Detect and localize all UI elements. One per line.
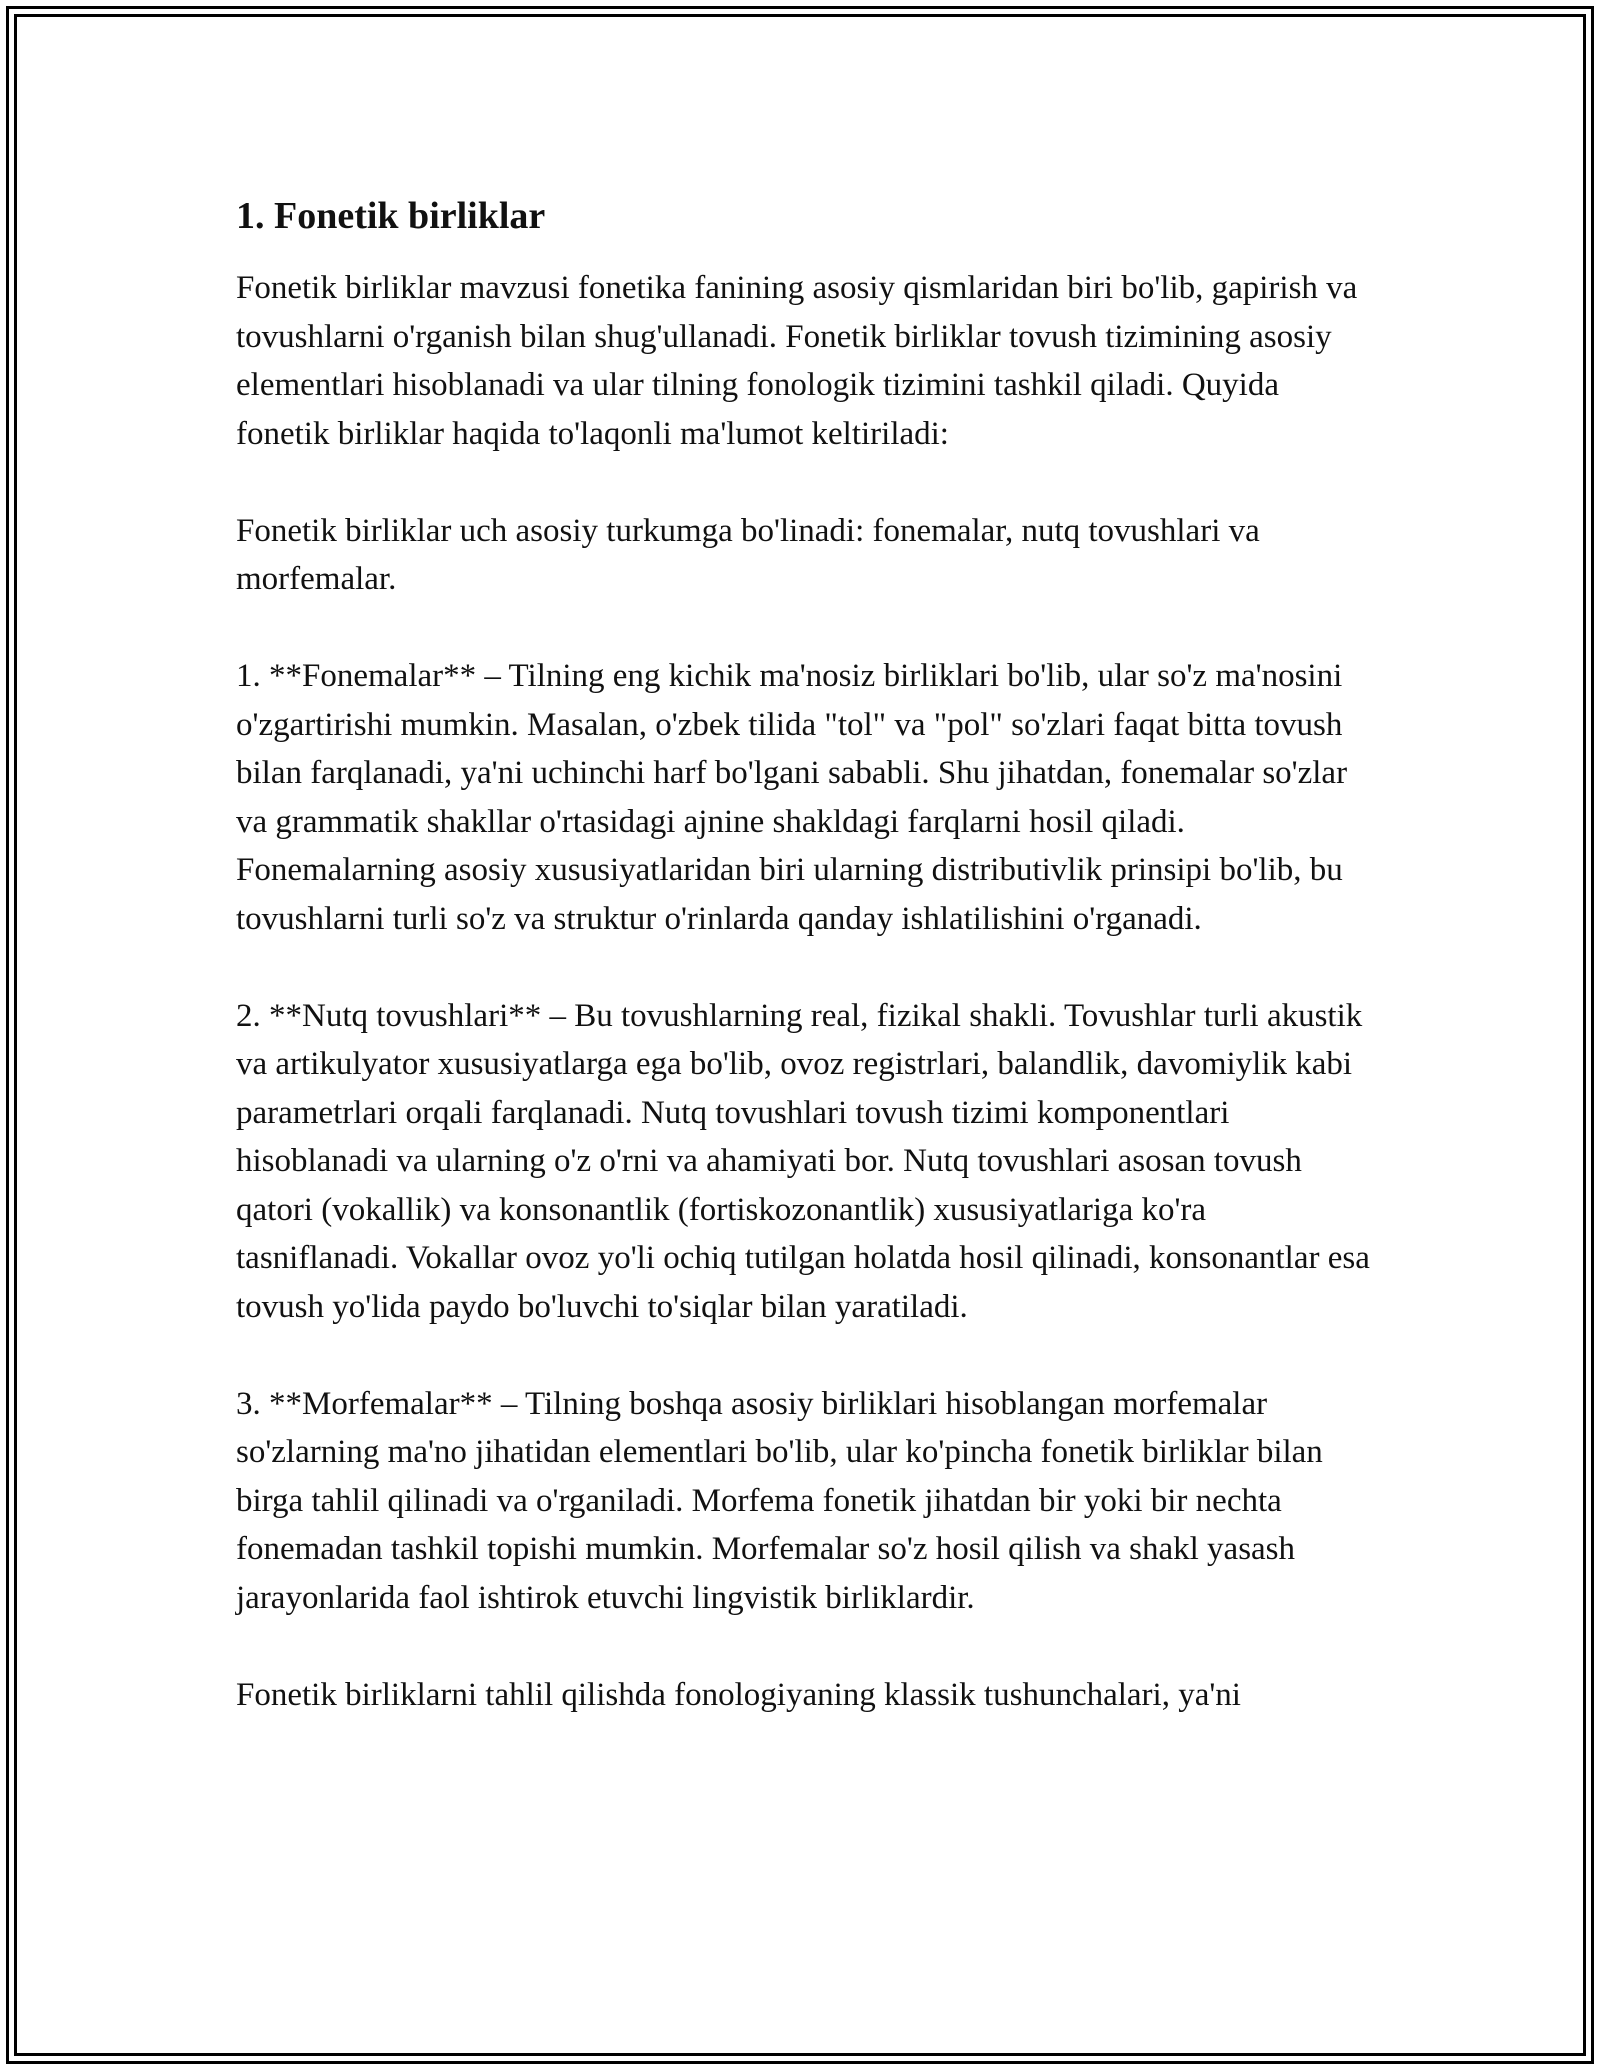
paragraph-fonemalar: 1. **Fonemalar** – Tilning eng kichik ma'nosiz birliklari bo'lib, ular so'z ma'nosini o'zgartirishi mumkin. Masalan, o'zbek tilida "tol" va "pol" so'zlari faqat bitta tovush bilan farqlanadi, ya'ni uchinchi harf bo'lgani sababli. Shu jihatdan, fonemalar so'zlar va grammatik shakllar o'rtasidagi ajnine shakldagi farqlarni hosil qiladi. Fonemalarning asosiy xususiyatlaridan biri ularning distributivlik prinsipi bo'lib, bu tovushlarni turli so'z va struktur o'rinlarda qanday ishlatilishini o'rganadi. xyxy=(236,658,1348,937)
paragraph-categories: Fonetik birliklar uch asosiy turkumga bo'linadi: fonemalar, nutq tovushlari va morfemalar. xyxy=(236,512,1260,597)
paragraph-morfemalar: 3. **Morfemalar** – Tilning boshqa asosiy birliklari hisoblangan morfemalar so'zlarning ma'no jihatidan elementlari bo'lib, ular ko'pincha fonetik birliklar bilan birga tahlil qilinadi va o'rganiladi. Morfema fonetik jihatdan bir yoki bir nechta fonemadan tashkil topishi mumkin. Morfemalar so'z hosil qilish va shakl yasash jarayonlarida faol ishtirok etuvchi lingvistik birliklardir. xyxy=(236,1385,1323,1616)
document-body xyxy=(236,180,1376,1719)
paragraph-nutq-tovushlari: 2. **Nutq tovushlari** – Bu tovushlarning real, fizikal shakli. Tovushlar turli akustik va artikulyator xususiyatlarga ega bo'lib, ovoz registrlari, balandlik, davomiylik kabi parametrlari orqali farqlanadi. Nutq tovushlari tovush tizimi komponentlari hisoblanadi va ularning o'z o'rni va ahamiyati bor. Nutq tovushlari asosan tovush qatori (vokallik) va konsonantlik (fortiskozonantlik) xususiyatlariga ko'ra tasniflanadi. Vokallar ovoz yo'li ochiq tutilgan holatda hosil qilinadi, konsonantlar esa tovush yo'lida paydo bo'luvchi to'siqlar bilan yaratiladi. xyxy=(236,997,1370,1325)
section-heading: 1. Fonetik birliklar xyxy=(236,195,546,237)
paragraph-tahlil: Fonetik birliklarni tahlil qilishda fonologiyaning klassik tushunchalari, ya'ni xyxy=(236,1676,1241,1713)
paragraph-intro: Fonetik birliklar mavzusi fonetika fanining asosiy qismlaridan biri bo'lib, gapirish va tovushlarni o'rganish bilan shug'ullanadi. Fonetik birliklar tovush tizimining asosiy elementlari hisoblanadi va ular tilning fonologik tizimini tashkil qiladi. Quyida fonetik birliklar haqida to'laqonli ma'lumot keltiriladi: xyxy=(236,270,1358,452)
